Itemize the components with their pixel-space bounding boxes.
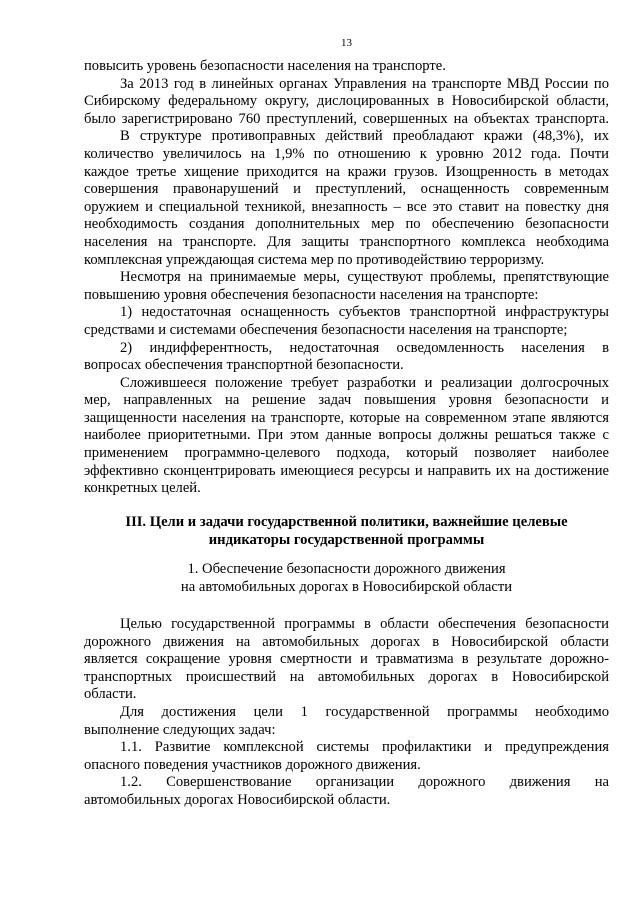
paragraph-line: автомобильных дорогах Новосибирской области. [84, 791, 391, 808]
section-heading-line: индикаторы государственной программы [208, 532, 485, 548]
paragraph [84, 269, 609, 304]
paragraph-line: дорожного движения на автомобильных дорогах в Новосибирской области [84, 633, 609, 650]
paragraph-line: вопросах обеспечения транспортной безопасности. [84, 357, 404, 374]
paragraph-line: В структуре противоправных действий преобладают кражи (48,3%), их [120, 128, 609, 145]
paragraph-line: опасного поведения участников дорожного движения. [84, 756, 421, 773]
section-heading [84, 513, 609, 549]
paragraph-line: Сложившееся положение требует разработки и реализации долгосрочных [120, 374, 609, 391]
paragraph-line: транспортных происшествий на автомобильных дорогах в Новосибирской [84, 668, 609, 685]
paragraph-line: средствами и системами обеспечения безопасности населения на транспорте; [84, 321, 568, 338]
paragraph-line: комплексная упреждающая система мер по противодействию терроризму. [84, 251, 545, 268]
paragraph [84, 304, 609, 339]
paragraph-line: 2) индифферентность, недостаточная осведомленность населения в [120, 339, 609, 356]
paragraph-line: оружием и специальной техникой, внезапность – все это ставит на повестку дня [84, 198, 609, 215]
body-section-2 [84, 616, 609, 810]
paragraph-line: выполнение следующих задач: [84, 721, 276, 738]
sub-heading-line: 1. Обеспечение безопасности дорожного движения [187, 561, 506, 577]
paragraph-line: населения на транспорте. Для защиты транспортного комплекса необходима [84, 233, 609, 250]
paragraph-line: мер, направленных на решение задач повышения уровня безопасности и [84, 392, 609, 409]
paragraph-line: повышению уровня обеспечения безопасности населения на транспорте: [84, 286, 539, 303]
paragraph [84, 76, 609, 129]
paragraph-line: конкретных целей. [84, 480, 201, 497]
paragraph-line: защищенности населения на транспорте, которые на современном этапе являются [84, 409, 609, 426]
paragraph-line: является сокращение уровня смертности и травматизма в результате дорожно- [84, 651, 609, 668]
paragraph-line: Сибирскому федеральному округу, дислоцированных в Новосибирской области, [84, 93, 609, 110]
paragraph-line: было зарегистрировано 760 преступлений, совершенных на объектах транспорта. [84, 110, 609, 127]
paragraph-line: совершения правонарушений и преступлений, оснащенность современным [84, 181, 609, 198]
paragraph-line: наиболее приоритетными. При этом данные вопросы должны решаться также с [84, 427, 609, 444]
paragraph-line: Целью государственной программы в области обеспечения безопасности [120, 616, 609, 632]
paragraph-line: Несмотря на принимаемые меры, существуют проблемы, препятствующие [120, 269, 609, 286]
paragraph-line: эффективно сконцентрировать имеющиеся ресурсы и направить их на достижение [84, 462, 609, 479]
paragraph [84, 340, 609, 375]
paragraph [84, 739, 609, 774]
intro-fragment: повысить уровень безопасности населения на транспорте. [84, 58, 446, 74]
paragraph-line: 1.1. Развитие комплексной системы профилактики и предупреждения [120, 739, 609, 756]
paragraph [84, 128, 609, 269]
section-heading-line: III. Цели и задачи государственной политики, важнейшие целевые [125, 514, 568, 530]
paragraph-line: 1) недостаточная оснащенность субъектов транспортной инфраструктуры [120, 304, 609, 321]
sub-heading [84, 560, 609, 596]
paragraph-line: количество увеличилось на 1,9% по отношению к уровню 2012 года. Почти [84, 145, 609, 162]
paragraph-line: 1.2. Совершенствование организации дорожного движения на [120, 774, 609, 791]
paragraph-line: применением программно-целевого подхода, который позволяет наиболее [84, 445, 609, 462]
sub-heading-line: на автомобильных дорогах в Новосибирской области [180, 579, 513, 595]
paragraph [84, 774, 609, 809]
paragraph [84, 616, 609, 704]
paragraph-line: области. [84, 686, 137, 703]
paragraph-line: Для достижения цели 1 государственной программы необходимо [120, 703, 609, 720]
paragraph [84, 704, 609, 739]
paragraph-line: За 2013 год в линейных органах Управления на транспорте МВД России по [120, 75, 609, 92]
paragraph-line: необходимость создания дополнительных мер по обеспечению безопасности [84, 216, 609, 233]
paragraph [84, 375, 609, 498]
page-number: 13 [341, 37, 352, 49]
body-section-1 [84, 58, 609, 498]
paragraph-line: каждое третье хищение приходится на кражи грузов. Изощренность в методах [84, 163, 609, 180]
